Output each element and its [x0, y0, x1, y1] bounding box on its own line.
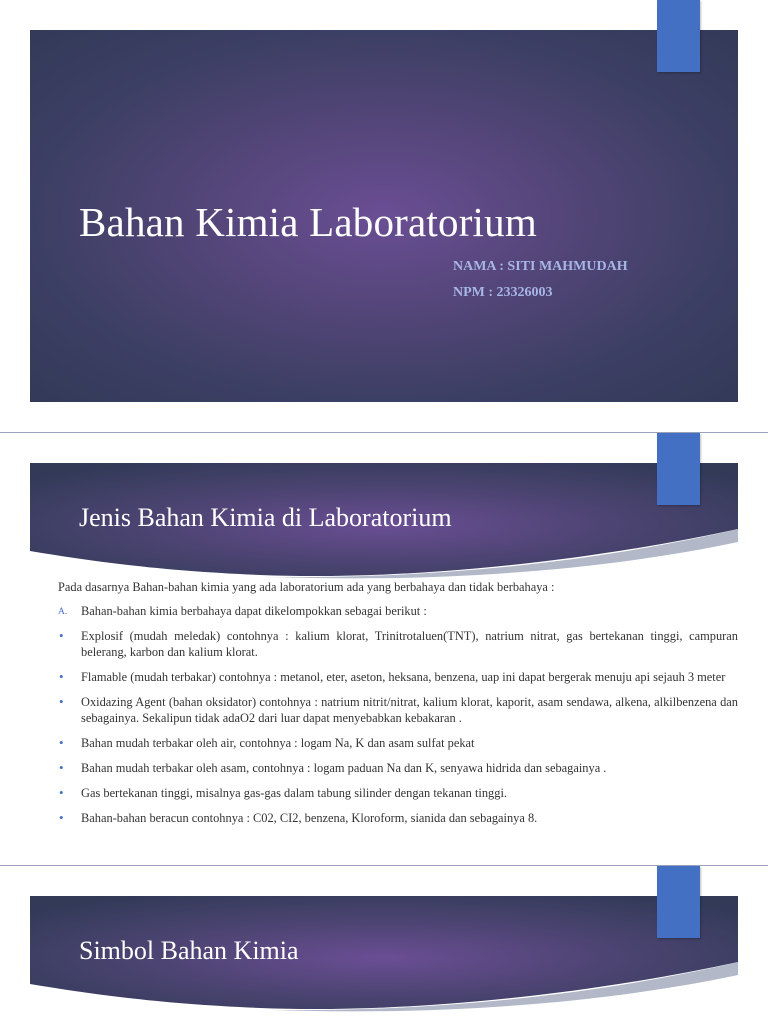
title-slide: [0, 0, 768, 432]
list-item-text: Flamable (mudah terbakar) contohnya : metanol, eter, aseton, heksana, benzena, uap ini dapat bergerak menuju api sejauh 3 meter: [81, 670, 726, 684]
accent-tab: [657, 866, 700, 938]
slide-title: Jenis Bahan Kimia di Laboratorium: [79, 503, 452, 532]
list-item-text: Bahan mudah terbakar oleh asam, contohnya : logam paduan Na dan K, senyawa hidrida dan sebagainya .: [81, 761, 607, 775]
list-item: [58, 694, 738, 726]
list-item: [58, 810, 738, 826]
accent-tab: [657, 0, 700, 72]
accent-tab: [657, 433, 700, 505]
bullet-marker: •: [59, 810, 64, 825]
list-item: [58, 735, 738, 751]
list-item-text: Oxidazing Agent (bahan oksidator) contohnya : natrium nitrit/nitrat, kalium klorat, kaporit, asam sendawa, alkena, alkilbenzena dan sebagainya. Sekalipun tidak adaO2 dari luar dapat menyebabkan kebakaran .: [81, 695, 738, 725]
bullet-marker: •: [59, 669, 64, 684]
slide-body: [58, 579, 738, 835]
author-name: NAMA : SITI MAHMUDAH: [453, 259, 628, 274]
list-item-text: Explosif (mudah meledak) contohnya : kalium klorat, Trinitrotaluen(TNT), natrium nitrat, gas bertekanan tinggi, campuran belerang, karbon dan kalium klorat.: [81, 629, 738, 659]
author-npm: NPM : 23326003: [453, 285, 553, 300]
list-item-text: Bahan mudah terbakar oleh air, contohnya : logam Na, K dan asam sulfat pekat: [81, 736, 475, 750]
bullet-marker: •: [59, 785, 64, 800]
list-item: [58, 760, 738, 776]
content-slide-simbol: [0, 866, 768, 1024]
list-item-text: Bahan-bahan kimia berbahaya dapat dikelompokkan sebagai berikut :: [81, 604, 427, 618]
bullet-marker: •: [59, 628, 64, 643]
intro-text: Pada dasarnya Bahan-bahan kimia yang ada laboratorium ada yang berbahaya dan tidak berbahaya :: [58, 580, 555, 594]
bullet-marker: •: [59, 694, 64, 709]
content-slide-jenis: [0, 433, 768, 865]
list-item: [58, 785, 738, 801]
list-marker: A.: [58, 607, 68, 617]
bullet-marker: •: [59, 760, 64, 775]
list-item: [58, 603, 738, 619]
list-item-text: Bahan-bahan beracun contohnya : C02, CI2, benzena, Kloroform, sianida dan sebagainya 8.: [81, 811, 538, 825]
bullet-marker: •: [59, 735, 64, 750]
slide-title: Simbol Bahan Kimia: [79, 936, 299, 965]
presentation-title: Bahan Kimia Laboratorium: [79, 199, 537, 245]
list-item-text: Gas bertekanan tinggi, misalnya gas-gas dalam tabung silinder dengan tekanan tinggi.: [81, 786, 507, 800]
list-item: [58, 628, 738, 660]
list-item: [58, 669, 738, 685]
